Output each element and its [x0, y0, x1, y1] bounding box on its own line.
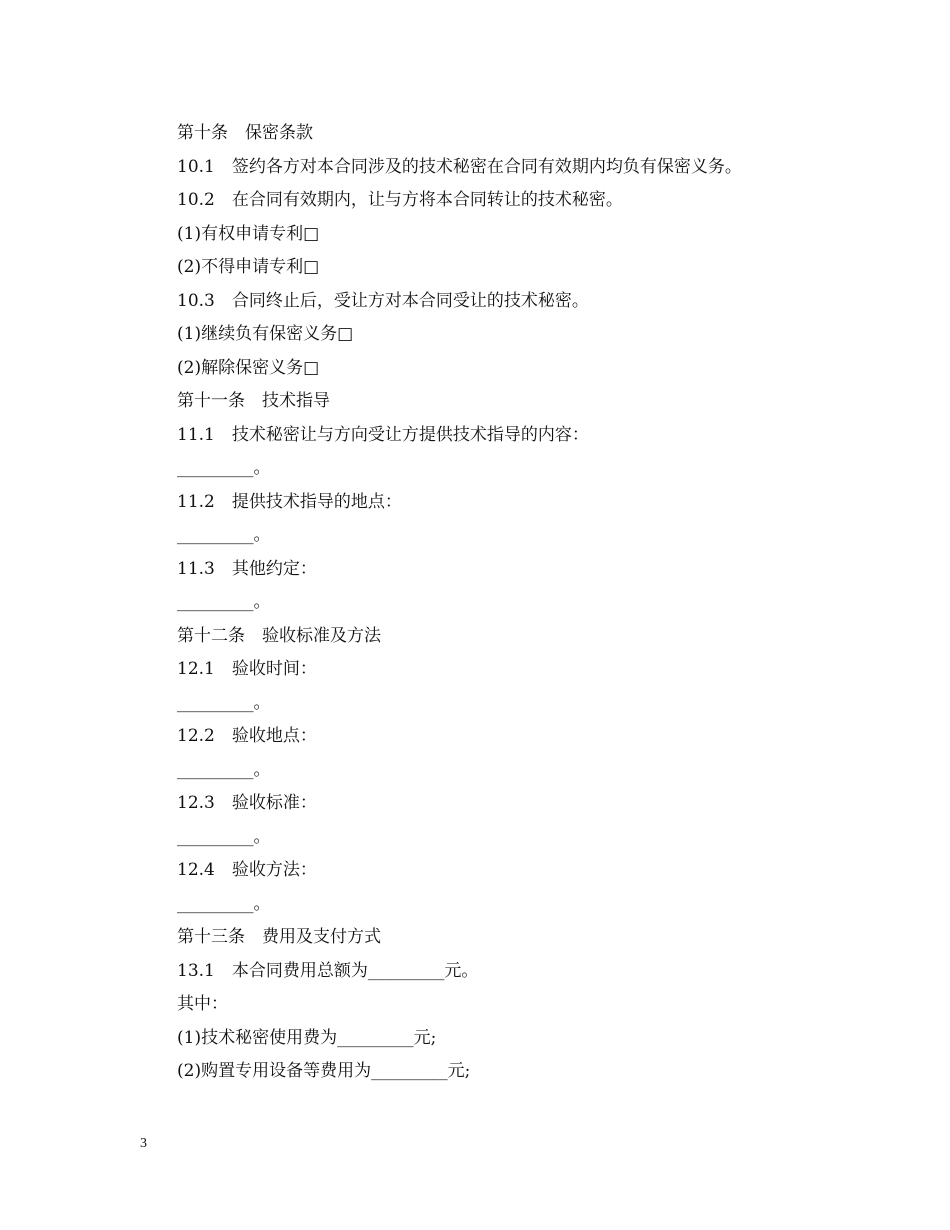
- blank-12-4: _________。: [177, 893, 271, 914]
- clause-12-1: 12.1 验收时间：: [177, 659, 317, 679]
- clause-13-1-intro: 其中：: [177, 994, 228, 1014]
- blank-12-1: _________。: [177, 692, 271, 713]
- article-12-heading: 第十二条 验收标准及方法: [177, 625, 381, 646]
- blank-12-2: _________。: [177, 759, 271, 780]
- clause-11-1: 11.1 技术秘密让与方向受让方提供技术指导的内容：: [177, 424, 589, 445]
- option-10-3-1: (1)继续负有保密义务□: [177, 324, 354, 344]
- page-number: 3: [140, 1136, 147, 1151]
- clause-11-3: 11.3 其他约定：: [177, 558, 317, 579]
- blank-11-3: _________。: [177, 592, 271, 612]
- article-13-heading: 第十三条 费用及支付方式: [177, 927, 381, 947]
- article-11-heading: 第十一条 技术指导: [177, 391, 330, 411]
- document-body: [177, 117, 877, 1089]
- fee-item-1: (1)技术秘密使用费为_________元;: [177, 1027, 437, 1048]
- option-10-3-2: (2)解除保密义务□: [177, 357, 320, 378]
- blank-12-3: _________。: [177, 826, 271, 847]
- clause-10-1: 10.1 签约各方对本合同涉及的技术秘密在合同有效期内均负有保密义务。: [177, 156, 742, 177]
- clause-10-3: 10.3 合同终止后，受让方对本合同受让的技术秘密。: [177, 290, 589, 311]
- clause-12-2: 12.2 验收地点：: [177, 726, 317, 746]
- clause-12-3: 12.3 验收标准：: [177, 793, 317, 813]
- clause-10-2: 10.2 在合同有效期内，让与方将本合同转让的技术秘密。: [177, 190, 623, 210]
- option-10-2-1: (1)有权申请专利□: [177, 223, 320, 244]
- clause-13-1: 13.1 本合同费用总额为_________元。: [177, 960, 479, 981]
- clause-11-2: 11.2 提供技术指导的地点：: [177, 491, 402, 512]
- article-10-heading: 第十条 保密条款: [177, 123, 313, 143]
- fee-item-2: (2)购置专用设备等费用为_________元;: [177, 1061, 471, 1081]
- option-10-2-2: (2)不得申请专利□: [177, 257, 320, 277]
- clause-12-4: 12.4 验收方法：: [177, 860, 317, 880]
- blank-11-1: _________。: [177, 458, 271, 478]
- blank-11-2: _________。: [177, 525, 271, 545]
